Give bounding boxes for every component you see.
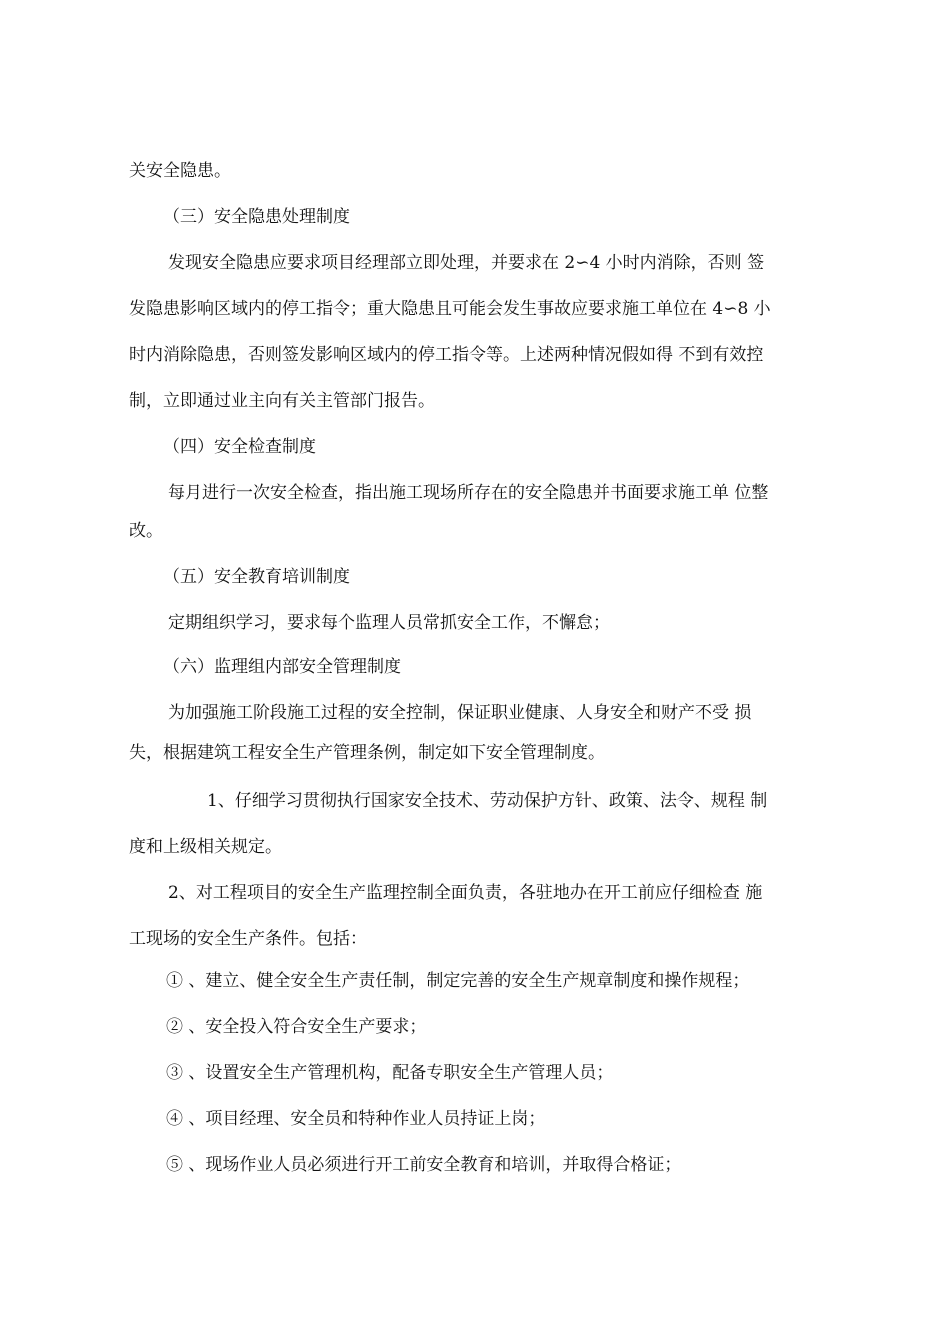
paragraph-line: 改。: [129, 521, 163, 541]
paragraph-line: 发隐患影响区域内的停工指令；重大隐患且可能会发生事故应要求施工单位在 4∽8 小: [129, 299, 771, 319]
section-heading: （五）安全教育培训制度: [163, 567, 350, 587]
paragraph-line: 制，立即通过业主向有关主管部门报告。: [129, 391, 435, 411]
numbered-sub-item: ① 、建立、健全安全生产责任制，制定完善的安全生产规章制度和操作规程；: [166, 971, 750, 991]
paragraph-line: 定期组织学习，要求每个监理人员常抓安全工作，不懈怠；: [168, 613, 610, 633]
paragraph-line: 关安全隐患。: [129, 161, 231, 181]
paragraph-line: 失，根据建筑工程安全生产管理条例，制定如下安全管理制度。: [129, 743, 605, 763]
paragraph-line: 发现安全隐患应要求项目经理部立即处理，并要求在 2∽4 小时内消除，否则 签: [168, 253, 765, 273]
list-item: 2、对工程项目的安全生产监理控制全面负责，各驻地办在开工前应仔细检查 施: [168, 883, 763, 903]
numbered-sub-item: ⑤ 、现场作业人员必须进行开工前安全教育和培训，并取得合格证；: [166, 1155, 682, 1175]
numbered-sub-item: ② 、安全投入符合安全生产要求；: [166, 1017, 427, 1037]
paragraph-line: 每月进行一次安全检查，指出施工现场所存在的安全隐患并书面要求施工单 位整: [168, 483, 769, 503]
section-heading: （六）监理组内部安全管理制度: [163, 657, 401, 677]
section-heading: （四）安全检查制度: [163, 437, 316, 457]
numbered-sub-item: ③ 、设置安全生产管理机构，配备专职安全生产管理人员；: [166, 1063, 614, 1083]
list-item-continuation: 工现场的安全生产条件。包括：: [129, 929, 367, 949]
list-item-continuation: 度和上级相关规定。: [129, 837, 282, 857]
paragraph-line: 时内消除隐患，否则签发影响区域内的停工指令等。上述两种情况假如得 不到有效控: [129, 345, 764, 365]
paragraph-line: 为加强施工阶段施工过程的安全控制，保证职业健康、人身安全和财产不受 损: [168, 703, 752, 723]
list-item: 1、仔细学习贯彻执行国家安全技术、劳动保护方针、政策、法令、规程 制: [207, 791, 768, 811]
section-heading: （三）安全隐患处理制度: [163, 207, 350, 227]
numbered-sub-item: ④ 、项目经理、安全员和特种作业人员持证上岗；: [166, 1109, 546, 1129]
